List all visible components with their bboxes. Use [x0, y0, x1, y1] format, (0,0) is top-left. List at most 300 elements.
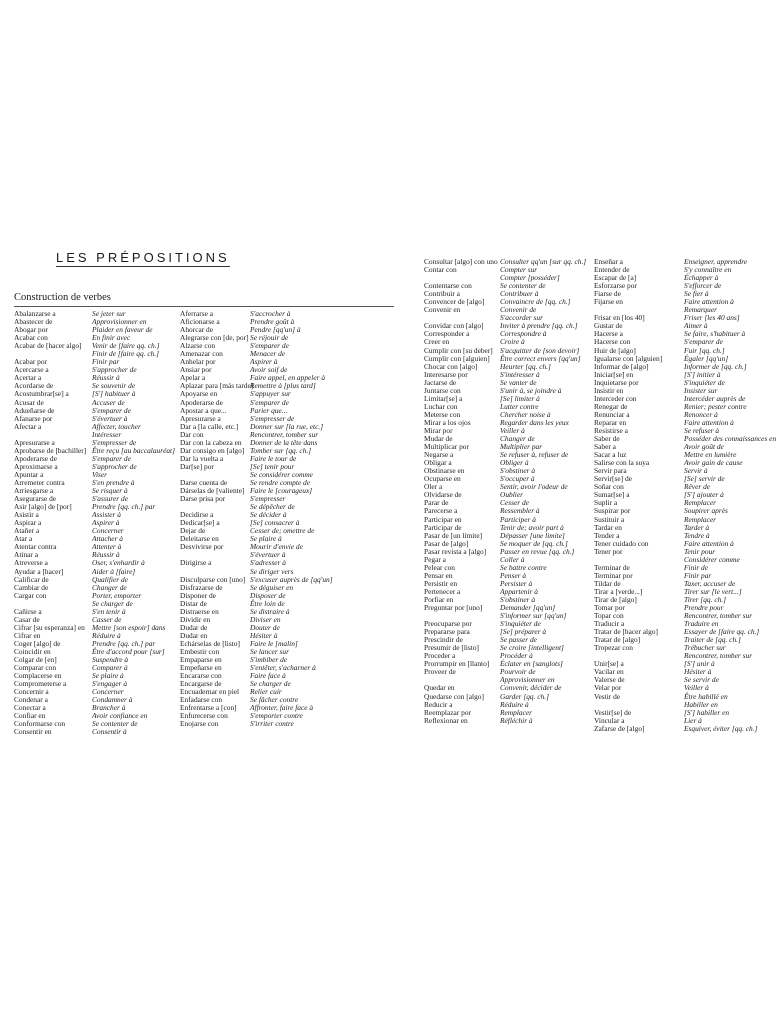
spanish-verb: Arremeter contra: [14, 477, 65, 487]
french-translation: Se plaire à: [92, 671, 124, 681]
french-translation: Comparer à: [92, 663, 128, 673]
french-translation: S'occuper à: [500, 474, 535, 484]
french-translation: Réussir à: [92, 550, 120, 560]
spanish-verb: Apelar a: [180, 373, 206, 383]
french-translation: Obliger à: [500, 458, 529, 468]
french-translation: S'en tenir à: [92, 606, 126, 616]
french-translation: Se faire, s'habituer à: [684, 329, 746, 339]
french-translation: Lutter contre: [500, 401, 539, 411]
french-translation: Tirer sur [le vert...]: [684, 586, 742, 596]
spanish-verb: Esforzarse por: [594, 281, 637, 291]
spanish-verb: Terminar de: [594, 562, 630, 572]
spanish-verb: Asir [algo] de [por]: [14, 502, 72, 512]
french-translation: Se diriger vers: [250, 566, 294, 576]
french-translation: Contribuer à: [500, 289, 539, 299]
french-translation: Tarder à: [684, 522, 710, 532]
spanish-verb: Anhelar por: [180, 357, 216, 367]
french-translation: S'informer sur [qq'un]: [500, 611, 567, 621]
french-translation: [Se] servir de: [684, 474, 725, 484]
spanish-verb: Apresurarse a: [14, 437, 55, 447]
spanish-verb: Meterse con: [424, 409, 461, 419]
page-title: LES PRÉPOSITIONS: [56, 250, 230, 265]
french-translation: S'obstiner à: [500, 594, 536, 604]
french-translation: S'acquitter de [son devoir]: [500, 345, 580, 355]
spanish-verb: Saber de: [594, 434, 620, 444]
french-translation: S'efforcer de: [684, 281, 722, 291]
french-translation: Approvisionner en: [500, 675, 555, 685]
spanish-verb: Aproximarse a: [14, 461, 58, 471]
french-translation: [Se] consacrer à: [250, 518, 300, 528]
french-translation: Heurter [qq. ch.]: [500, 361, 551, 371]
verb-entry: [594, 725, 764, 733]
spanish-verb: Fijarse en: [594, 297, 623, 307]
spanish-verb: Pelear con: [424, 562, 455, 572]
french-translation: Être habillé en: [684, 691, 728, 701]
spanish-verb: Pasar revista a [algo]: [424, 546, 487, 556]
french-translation: Se dépêcher de: [250, 502, 295, 512]
french-translation: Venir de [faire qq. ch.]: [92, 341, 160, 351]
french-translation: [S'] unir à: [684, 659, 715, 669]
french-translation: Enseigner, apprendre: [684, 257, 748, 266]
french-translation: S'assurer de: [92, 494, 129, 504]
french-translation: Se croire [intelligent]: [500, 643, 564, 653]
spanish-verb: Reparar en: [594, 417, 627, 427]
french-translation: Compter sur: [500, 265, 538, 275]
french-translation: S'emparer de: [92, 453, 131, 463]
french-translation: Considérer comme: [684, 554, 740, 564]
french-translation: S'en prendre à: [92, 477, 135, 487]
french-translation: Intercéder auprès de: [684, 393, 746, 403]
french-translation: Garder [qq. ch.]: [500, 691, 549, 701]
spanish-verb: Confiar en: [14, 711, 46, 721]
french-translation: Menacer de: [250, 349, 286, 359]
spanish-verb: Disculparse con [uno]: [180, 574, 246, 584]
spanish-verb: Valerse de: [594, 675, 625, 685]
verb-entry: [594, 434, 776, 444]
spanish-verb: Enojarse con: [180, 719, 219, 729]
spanish-verb: Acertar a: [14, 373, 42, 383]
french-translation: [Se] préparer à: [500, 627, 547, 637]
spanish-verb: Calificar de: [14, 574, 49, 584]
verb-entry: [180, 592, 394, 600]
french-translation: Se passer de: [500, 635, 537, 645]
spanish-verb: Condenar a: [14, 695, 48, 705]
french-translation: Donner sur [la rue, etc.]: [250, 421, 324, 431]
french-translation: Être d'accord pour [sur]: [92, 646, 165, 656]
spanish-verb: Cifrar [su esperanza] en: [14, 622, 85, 632]
spanish-verb: Reflexionar en: [424, 715, 468, 725]
french-translation: S'intéresser à: [500, 369, 540, 379]
french-translation: S'inquiéter de: [684, 377, 725, 387]
spanish-verb: Conformarse con: [14, 719, 66, 729]
spanish-verb: Distar de: [180, 598, 207, 608]
french-translation: S'adresser à: [250, 558, 287, 568]
french-translation: S'emparer de: [250, 341, 289, 351]
spanish-verb: Traducir a: [594, 619, 625, 629]
french-translation: Éclater en [sanglots]: [500, 659, 563, 669]
spanish-verb: Corresponder a: [424, 329, 470, 339]
french-translation: Porter, emporter: [92, 590, 142, 600]
spanish-verb: Suspirar por: [594, 506, 631, 516]
verb-entry: [180, 616, 394, 624]
spanish-verb: Dar con: [180, 429, 204, 439]
french-translation: Se risquer à: [92, 486, 128, 496]
french-translation: Se fier à: [684, 289, 709, 299]
spanish-verb: Persistir en: [424, 578, 458, 588]
french-translation: Se réjouir de: [250, 333, 289, 343]
spanish-verb: Afectar a: [14, 421, 42, 431]
spanish-verb: Reducir a: [424, 699, 453, 709]
spanish-verb: Decidirse a: [180, 510, 214, 520]
french-translation: Aspirer à: [250, 357, 278, 367]
spanish-verb: Cifrar en: [14, 630, 41, 640]
french-translation: [S'] initier à: [684, 369, 721, 379]
spanish-verb: Sumar[se] a: [594, 490, 630, 500]
french-translation: [S'] habiller en: [684, 707, 730, 717]
spanish-verb: Convidar con [algo]: [424, 321, 484, 331]
french-translation: Disposer de: [250, 590, 286, 600]
spanish-verb: Salirse con la suya: [594, 458, 650, 468]
french-translation: [Se] tenir pour: [250, 461, 295, 471]
spanish-verb: Coger [algo] de: [14, 638, 61, 648]
spanish-verb: Participar de: [424, 522, 462, 532]
spanish-verb: Porfiar en: [424, 594, 454, 604]
spanish-verb: Suplir a: [594, 498, 618, 508]
french-translation: Se jeter sur: [92, 309, 126, 318]
spanish-verb: Hacerse con: [594, 337, 631, 347]
verb-column-2: [180, 310, 394, 728]
french-translation: Se contenter de: [500, 281, 546, 291]
spanish-verb: Insistir en: [594, 385, 624, 395]
french-translation: Casser de: [92, 614, 122, 624]
spanish-verb: Desvivirse por: [180, 542, 224, 552]
spanish-verb: Disfrazarse de: [180, 582, 223, 592]
spanish-verb: Embestir con: [180, 646, 220, 656]
verb-entry: [594, 491, 764, 499]
french-translation: Changer de: [92, 582, 127, 592]
spanish-verb: Pasar de [un límite]: [424, 530, 483, 540]
french-translation: Être reçu [au baccalauréat]: [92, 445, 175, 455]
spanish-verb: Dar a [la calle, etc.]: [180, 421, 239, 431]
french-translation: Demander [qq'un]: [500, 603, 556, 613]
spanish-verb: Deleitarse en: [180, 534, 219, 544]
spanish-verb: Consultar [algo] con uno: [424, 257, 498, 266]
spanish-verb: Ansiar por: [180, 365, 212, 375]
french-translation: Faire le tour de: [250, 453, 297, 463]
spanish-verb: Jactarse de: [424, 377, 457, 387]
french-translation: Chercher noise à: [500, 409, 551, 419]
spanish-verb: Limitar[se] a: [424, 393, 463, 403]
spanish-verb: Coincidir en: [14, 646, 51, 656]
french-translation: S'évertuer à: [250, 550, 286, 560]
spanish-verb: Ocuparse en: [424, 474, 461, 484]
spanish-verb: Cañirse a: [14, 606, 42, 616]
spanish-verb: Dar[se] por: [180, 461, 214, 471]
french-translation: Affecter, toucher: [92, 421, 141, 431]
french-translation: Diviser en: [250, 614, 281, 624]
spanish-verb: Gustar de: [594, 321, 623, 331]
french-translation: Réduire à: [92, 630, 121, 640]
french-translation: Mourir d'envie de: [250, 542, 303, 552]
spanish-verb: Cumplir con [su deber]: [424, 345, 493, 355]
french-translation: Tenir pour: [684, 546, 716, 556]
spanish-verb: Iniciar[se] en: [594, 369, 634, 379]
french-translation: Avoir goût de: [684, 442, 724, 452]
french-translation: Réussir à: [92, 373, 120, 383]
french-translation: S'entêter, s'acharner à: [250, 663, 316, 673]
french-translation: Pourvoir de: [500, 667, 536, 677]
french-translation: Se charger de: [92, 598, 133, 608]
french-translation: Qualifier de: [92, 574, 128, 584]
verb-column-1: [14, 310, 178, 736]
french-translation: [S'] habituer à: [92, 389, 136, 399]
french-translation: Compter [posséder]: [500, 273, 560, 283]
french-translation: Renoncer à: [684, 409, 718, 419]
french-translation: Condamner à: [92, 695, 133, 705]
spanish-verb: Aplazar para [más tarde]: [180, 381, 254, 391]
french-translation: S'engager à: [92, 679, 128, 689]
french-translation: Assister à: [92, 510, 121, 520]
french-translation: Attenter à: [92, 542, 122, 552]
spanish-verb: Tender a: [594, 530, 620, 540]
spanish-verb: Prepararse para: [424, 627, 470, 637]
spanish-verb: Renunciar a: [594, 409, 630, 419]
french-translation: Viser: [92, 469, 108, 479]
spanish-verb: Distraerse en: [180, 606, 219, 616]
spanish-verb: Tildar de: [594, 578, 621, 588]
french-translation: Essayer de [faire qq. ch.]: [684, 627, 760, 637]
heading-underline: [14, 306, 394, 307]
spanish-verb: Apoderarse de: [180, 397, 223, 407]
spanish-verb: Obstinarse en: [424, 466, 465, 476]
spanish-verb: Abogar por: [14, 325, 48, 335]
spanish-verb: Obligar a: [424, 458, 452, 468]
spanish-verb: Mudar de: [424, 434, 453, 444]
spanish-verb: Consentir en: [14, 727, 52, 737]
french-translation: Habiller en: [684, 699, 718, 709]
french-translation: S'irriter contre: [250, 719, 294, 729]
french-translation: Tenir de; avoir part à: [500, 522, 564, 532]
spanish-verb: Darse prisa por: [180, 494, 226, 504]
spanish-verb: Parecerse a: [424, 506, 458, 516]
french-translation: Se fâcher contre: [250, 695, 299, 705]
verb-entry: [594, 298, 764, 306]
spanish-verb: Cumplir con [alguien]: [424, 353, 490, 363]
verb-entry: [594, 693, 764, 701]
spanish-verb: Enfurecerse con: [180, 711, 228, 721]
french-translation: Faire le [courageux]: [250, 486, 313, 496]
french-translation: Affronter, faire face à: [250, 703, 314, 713]
spanish-verb: Juntarse con: [424, 385, 461, 395]
french-translation: S'accrocher à: [250, 309, 291, 318]
spanish-verb: Colgar de [en]: [14, 655, 57, 665]
french-translation: Traiter de [qq. ch.]: [684, 635, 741, 645]
spanish-verb: Disponer de: [180, 590, 216, 600]
spanish-verb: Entender de: [594, 265, 630, 275]
spanish-verb: Pegar a: [424, 554, 446, 564]
french-translation: Brancher à: [92, 703, 126, 713]
spanish-verb: Atañer a: [14, 526, 40, 536]
spanish-verb: Vestir de: [594, 691, 621, 701]
french-translation: Consentir à: [92, 727, 127, 737]
spanish-verb: Alegrarse con [de, por]: [180, 333, 249, 343]
french-translation: S'emparer de: [250, 397, 289, 407]
spanish-verb: Apuntar a: [14, 469, 44, 479]
french-translation: Réduire à: [500, 699, 529, 709]
french-translation: Dépasser [une limite]: [500, 530, 565, 540]
french-translation: [S'] ajouter à: [684, 490, 724, 500]
spanish-verb: Quedar en: [424, 683, 455, 693]
spanish-verb: Acabar con: [14, 333, 48, 343]
spanish-verb: Ayudar a [hacer]: [14, 566, 64, 576]
spanish-verb: Apresurarse a: [180, 413, 221, 423]
spanish-verb: Amenazar con: [180, 349, 223, 359]
spanish-verb: Acabar de [hacer algo]: [14, 341, 82, 351]
french-translation: S'accorder sur: [500, 313, 543, 323]
spanish-verb: Contar con: [424, 265, 457, 275]
verb-entry: [180, 624, 394, 632]
french-translation: Prendre [qq. ch.] par: [92, 638, 156, 648]
spanish-verb: Apoyarse en: [180, 389, 218, 399]
spanish-verb: Enfrentarse a [con]: [180, 703, 237, 713]
spanish-verb: Preocuparse por: [424, 619, 472, 629]
spanish-verb: Cambiar de: [14, 582, 49, 592]
spanish-verb: Acordarse de: [14, 381, 54, 391]
spanish-verb: Tropezar con: [594, 643, 633, 653]
french-translation: Se refuser à, refuser de: [500, 450, 569, 460]
spanish-verb: Mirar a los ojos: [424, 417, 471, 427]
french-translation: Regarder dans les yeux: [500, 417, 569, 427]
french-translation: Mettre [son espoir] dans: [92, 622, 166, 632]
spanish-verb: Apostar a que...: [180, 405, 227, 415]
french-translation: Remarquer: [684, 305, 717, 315]
spanish-verb: Arriesgarse a: [14, 486, 54, 496]
spanish-verb: Sustituir a: [594, 514, 625, 524]
spanish-verb: Atreverse a: [14, 558, 48, 568]
french-translation: S'y connaître en: [684, 265, 732, 275]
spanish-verb: Topar con: [594, 611, 624, 621]
french-translation: Réfléchir à: [500, 715, 533, 725]
french-translation: Douter de: [250, 622, 280, 632]
french-translation: Avoir confiance en: [92, 711, 148, 721]
french-translation: S'imbiber de: [250, 655, 288, 665]
french-translation: Relier cuir: [250, 687, 282, 697]
spanish-verb: Casar de: [14, 614, 40, 624]
spanish-verb: Encararse con: [180, 671, 222, 681]
french-translation: Sentir, avoir l'odeur de: [500, 482, 568, 492]
verb-column-4: [594, 257, 776, 733]
spanish-verb: Tratar de [algo]: [594, 635, 641, 645]
spanish-verb: Preguntar por [uno]: [424, 603, 483, 613]
spanish-verb: Aprobarse de [bachiller]: [14, 445, 87, 455]
spanish-verb: Cargar con: [14, 590, 47, 600]
french-translation: Tendre à: [684, 530, 710, 540]
verb-column-3: [424, 258, 592, 725]
french-translation: Se considérer comme: [250, 469, 313, 479]
french-translation: Se refuser à: [684, 425, 720, 435]
french-translation: Approvisionner en: [92, 317, 147, 327]
spanish-verb: Informar de [algo]: [594, 361, 649, 371]
french-translation: Remplacer: [500, 707, 533, 717]
spanish-verb: Tardar en: [594, 522, 622, 532]
spanish-verb: Ahorcar de: [180, 325, 214, 335]
french-translation: S'appuyer sur: [250, 389, 291, 399]
spanish-verb: Concernir a: [14, 687, 49, 697]
french-translation: Plaider en faveur de: [92, 325, 153, 335]
french-translation: Échapper à: [684, 273, 719, 283]
french-translation: Prendre goût à: [250, 317, 295, 327]
french-translation: Fuir [qq. ch.]: [684, 345, 725, 355]
spanish-verb: Abastecer de: [14, 317, 53, 327]
french-translation: Convenir, décider de: [500, 683, 562, 693]
spanish-verb: Hacerse a: [594, 329, 623, 339]
spanish-verb: Proceder a: [424, 651, 456, 661]
french-translation: Faire attention à: [684, 297, 734, 307]
spanish-verb: Multiplicar por: [424, 442, 469, 452]
spanish-verb: Vestir[se] de: [594, 707, 632, 717]
spanish-verb: Servir para: [594, 466, 627, 476]
french-translation: Oublier: [500, 490, 523, 500]
french-translation: Hésiter à: [250, 630, 278, 640]
french-translation: Se décider à: [250, 510, 287, 520]
french-translation: Ressembler à: [500, 506, 540, 516]
spanish-verb: Reemplazar por: [424, 707, 471, 717]
verb-entry: [14, 728, 178, 736]
spanish-verb: Tratar de [hacer algo]: [594, 627, 658, 637]
spanish-verb: Igualarse con [alguien]: [594, 353, 663, 363]
french-translation: Remplacer: [684, 514, 717, 524]
spanish-verb: Olvidarse de: [424, 490, 462, 500]
french-translation: Se battre contre: [500, 562, 547, 572]
french-translation: Faire attention à: [684, 538, 734, 548]
spanish-verb: Inquietarse por: [594, 377, 639, 387]
spanish-verb: Vincular a: [594, 715, 625, 725]
spanish-verb: Dudar en: [180, 630, 208, 640]
spanish-verb: Proveer de: [424, 667, 456, 677]
spanish-verb: Prorrumpir en [llanto]: [424, 659, 490, 669]
spanish-verb: Participar en: [424, 514, 462, 524]
french-translation: Rencontrer, tomber sur: [684, 611, 753, 621]
french-translation: Informer de [qq. ch.]: [684, 361, 747, 371]
spanish-verb: Contribuir a: [424, 289, 460, 299]
french-translation: Convenir de: [500, 305, 537, 315]
french-translation: Se rendre compte de: [250, 477, 310, 487]
spanish-verb: Dudar de: [180, 622, 208, 632]
french-translation: Oser, s'enhardir à: [92, 558, 145, 568]
french-translation: Être correct envers [qq'un]: [500, 353, 581, 363]
spanish-verb: Resistirse a: [594, 425, 628, 435]
spanish-verb: Convenir en: [424, 305, 461, 315]
french-translation: Passer en revue [qq. ch.]: [500, 546, 575, 556]
spanish-verb: Encargarse de: [180, 679, 222, 689]
spanish-verb: Pensar en: [424, 570, 453, 580]
french-translation: Multiplier par: [500, 442, 543, 452]
french-translation: Friser [les 40 ans]: [684, 313, 740, 323]
french-translation: Taxer, accuser de: [684, 578, 736, 588]
spanish-verb: Tener por: [594, 546, 623, 556]
spanish-verb: Pasar de [algo]: [424, 538, 469, 548]
spanish-verb: Empeñarse en: [180, 663, 222, 673]
french-translation: Remplacer: [684, 498, 717, 508]
french-translation: Se moquer de [qq. ch.]: [500, 538, 568, 548]
spanish-verb: Frisar en [los 40]: [594, 313, 645, 323]
spanish-verb: Afanarse por: [14, 413, 53, 423]
spanish-verb: Huir de [algo]: [594, 345, 636, 355]
french-translation: Faire le [malin]: [250, 638, 298, 648]
french-translation: Veiller à: [500, 425, 525, 435]
spanish-verb: Apoderarse de: [14, 453, 57, 463]
french-translation: Se vanter de: [500, 377, 537, 387]
